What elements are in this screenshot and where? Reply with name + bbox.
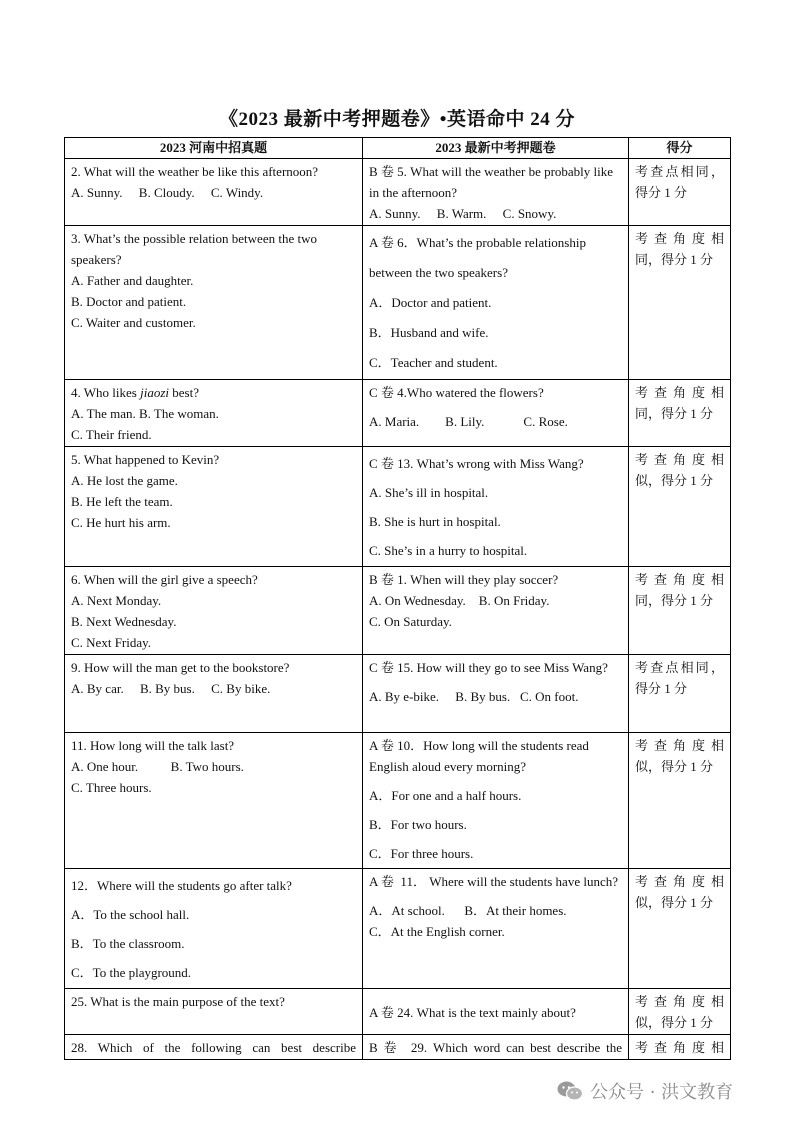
- table-row: [65, 869, 731, 989]
- mock-question: A 卷 6．What’s the probable relationship between the two speakers? A．Doctor and patient. B．Husband and wife. C．Teacher and student.: [363, 226, 629, 380]
- exam-question: 5. What happened to Kevin? A. He lost the game. B. He left the team. C. He hurt his arm.: [65, 447, 363, 567]
- mock-question: B 卷 1. When will they play soccer? A. On Wednesday. B. On Friday. C. On Saturday.: [363, 567, 629, 655]
- exam-question: 11. How long will the talk last? A. One hour. B. Two hours. C. Three hours.: [65, 733, 363, 869]
- exam-question: 25. What is the main purpose of the text?: [65, 989, 363, 1035]
- score-cell: 考查角度相似，得分 1 分: [629, 733, 731, 869]
- score-cell: 考查点相同，得分 1 分: [629, 159, 731, 226]
- mock-question: C 卷 13. What’s wrong with Miss Wang? A. She’s ill in hospital. B. She is hurt in hospital. C. She’s in a hurry to hospital.: [363, 447, 629, 567]
- mock-question: B 卷 29. Which word can best describe the: [363, 1035, 629, 1060]
- table-row: [65, 159, 731, 226]
- score-cell: 考查角度相似，得分 1 分: [629, 447, 731, 567]
- score-cell: 考查点相同，得分 1 分: [629, 655, 731, 733]
- table-header-row: [65, 138, 731, 159]
- mock-question: C 卷 4.Who watered the flowers? A. Maria. B. Lily. C. Rose.: [363, 380, 629, 447]
- comparison-table: [64, 137, 731, 1060]
- watermark-text: 公众号 · 洪文教育: [590, 1082, 734, 1103]
- exam-question: 9. How will the man get to the bookstore? A. By car. B. By bus. C. By bike.: [65, 655, 363, 733]
- wechat-icon: [556, 1080, 584, 1102]
- header-mock: 2023 最新中考押题卷: [363, 138, 629, 159]
- italic-word: jiaozi: [140, 385, 169, 400]
- mock-question: A 卷 24. What is the text mainly about?: [363, 989, 629, 1035]
- watermark: [556, 1076, 733, 1106]
- score-cell: 考查角度相: [629, 1035, 731, 1060]
- table-row: [65, 655, 731, 733]
- table-row: [65, 567, 731, 655]
- mock-question: A 卷 11． Where will the students have lunch? A．At school. B．At their homes. C．At the English corner.: [363, 869, 629, 989]
- exam-question: 2. What will the weather be like this afternoon? A. Sunny. B. Cloudy. C. Windy.: [65, 159, 363, 226]
- table-row: [65, 447, 731, 567]
- score-cell: 考查角度相似，得分 1 分: [629, 989, 731, 1035]
- header-exam: 2023 河南中招真题: [65, 138, 363, 159]
- exam-question: 28. Which of the following can best describe: [65, 1035, 363, 1060]
- header-score: 得分: [629, 138, 731, 159]
- table-row: [65, 226, 731, 380]
- mock-question: C 卷 15. How will they go to see Miss Wang? A. By e-bike. B. By bus. C. On foot.: [363, 655, 629, 733]
- table-row: [65, 733, 731, 869]
- mock-question: A 卷 10．How long will the students read English aloud every morning? A．For one and a half hours. B．For two hours. C．For three hours.: [363, 733, 629, 869]
- score-cell: 考查角度相同，得分 1 分: [629, 226, 731, 380]
- table-row: [65, 1035, 731, 1060]
- exam-question: 4. Who likes jiaozi best? A. The man. B. The woman. C. Their friend.: [65, 380, 363, 447]
- exam-question: 3. What’s the possible relation between the two speakers? A. Father and daughter. B. Doctor and patient. C. Waiter and customer.: [65, 226, 363, 380]
- mock-question: B 卷 5. What will the weather be probably like in the afternoon? A. Sunny. B. Warm. C. Snowy.: [363, 159, 629, 226]
- score-cell: 考查角度相似，得分 1 分: [629, 869, 731, 989]
- exam-question: 6. When will the girl give a speech? A. Next Monday. B. Next Wednesday. C. Next Friday.: [65, 567, 363, 655]
- document-title: 《2023 最新中考押题卷》•英语命中 24 分: [219, 109, 575, 130]
- exam-question: 12．Where will the students go after talk? A．To the school hall. B．To the classroom. C．To the playground.: [65, 869, 363, 989]
- table-row: [65, 380, 731, 447]
- table-row: [65, 989, 731, 1035]
- score-cell: 考查角度相同，得分 1 分: [629, 380, 731, 447]
- score-cell: 考查角度相同，得分 1 分: [629, 567, 731, 655]
